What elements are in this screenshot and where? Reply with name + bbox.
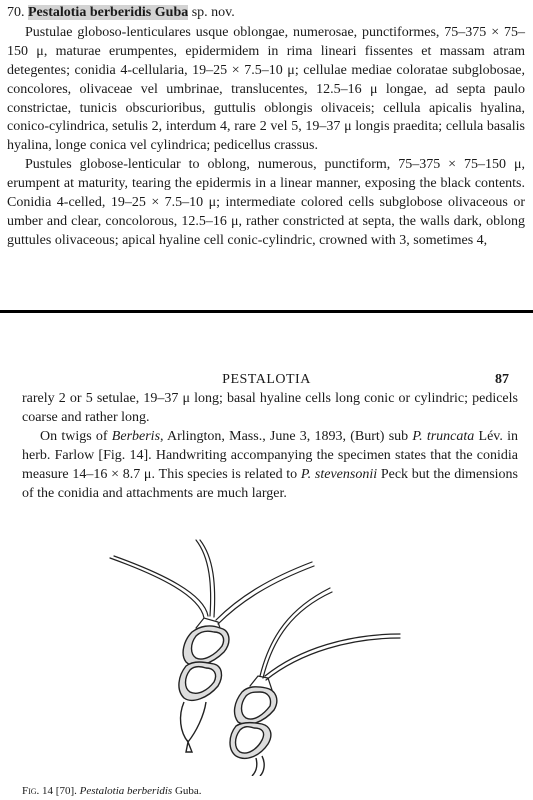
lower-page [0,313,533,800]
entry-number: 70. [7,5,25,20]
specimen-text-4: Peck but the dimensions of the conidia and attachments are much larger. [22,466,518,501]
species-heading [7,4,525,23]
species-name-highlight [28,5,188,20]
species-name: Pestalotia berberidis [28,5,152,20]
species-author: Guba [154,5,189,20]
english-description: Pustules globose-lenticular to oblong, numerous, punctiform, 75–375 × 75–150 μ, erumpent at maturity, tearing the epidermis in a linear manner, exposing the black contents. Conidia 4-celled, 19–25 × 7.5–10 μ; intermediate colored cells subglobose olivaceous or umber and clear, concolorous, 12.5–16 μ, rather constricted at septa, the walls dark, oblong guttules olivaceous; apical hyaline cell conic-cylindric, crowned with 3, sometimes 4, [7,157,525,248]
page-number: 87 [495,372,509,387]
conidia-illustration [100,536,420,776]
lower-body-text [22,390,518,503]
figure-label: Fig. 14 [70]. [22,785,77,797]
running-title: PESTALOTIA [222,372,311,387]
specimen-text-1: On twigs of [40,428,112,444]
caption-author: Guba. [174,785,202,797]
upper-page-fragment [7,4,525,251]
host-name: Berberis [111,428,161,444]
description-continuation: rarely 2 or 5 setulae, 19–37 μ long; basal hyaline cells long conic or cylindric; pedicels coarse and rather long. [22,391,518,425]
specimen-paragraph [22,428,518,504]
specimen-text-3: Lév. in herb. Farlow [Fig. 14]. Handwriting accompanying the specimen states that the conidia measure 14–16 × 8.7 μ. This species is related to [22,428,518,482]
synonym-name: P. truncata [412,428,475,444]
latin-description: Pustulae globoso-lenticulares usque oblongae, numerosae, punctiformes, 75–375 × 75–150 μ, maturae erumpentes, epidermidem in rima lineari fissentes et massam atram detegentes; conidia 4-cellularia, 19–25 × 7.5–10 μ; cellulae mediae coloratae subglobosae, concolores, olivaceae vel umbrinae, translucentes, 12.5–16 μ longae, ad septa paulo constrictae, tunicis obscurioribus, guttulis oblongis olivaceis; cellula apicalis hyalina, conico-cylindrica, setulis 2, interdum 4, rare 2 vel 5, 19–37 μ longis praedita; cellula basalis hyalina, longe conica vel cylindrica; pedicellus crassus. [7,24,525,154]
related-species: P. stevensonii [300,466,378,482]
caption-species: Pestalotia berberidis [79,785,173,797]
specimen-text-2: , Arlington, Mass., June 3, 1893, (Burt) sub [160,428,413,444]
figure-caption [22,785,202,797]
species-status: sp. nov. [191,5,235,20]
